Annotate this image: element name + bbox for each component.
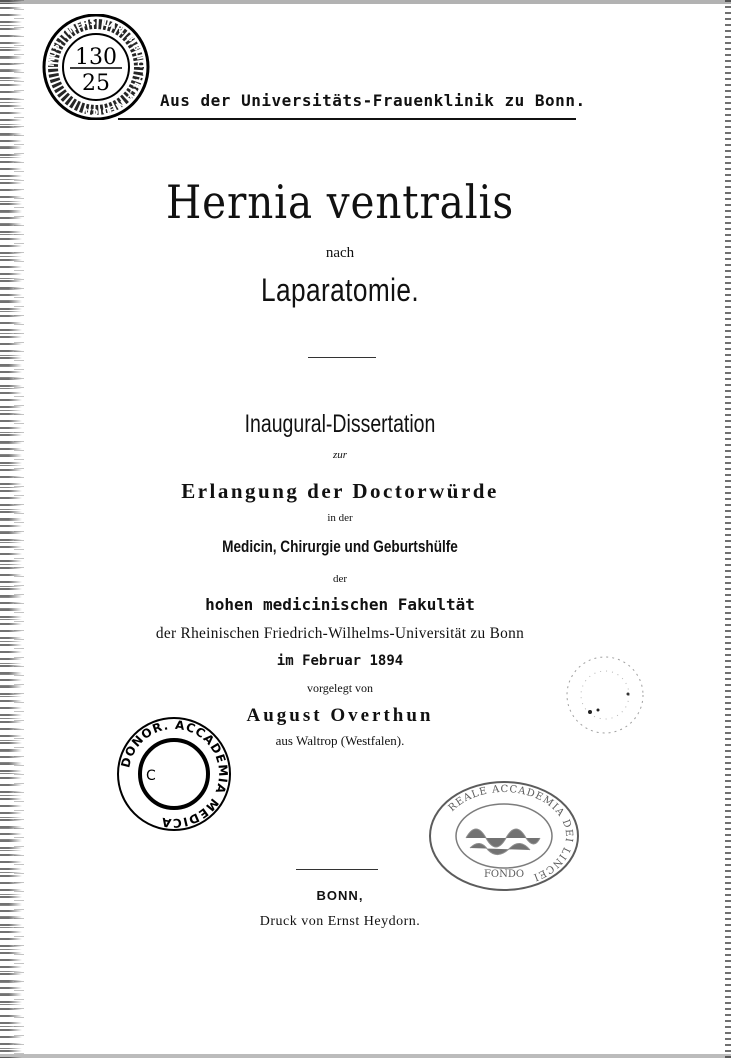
- separator-rule: [308, 357, 376, 358]
- scan-right-edge: [725, 0, 731, 1058]
- faint-seal-mark: [560, 650, 650, 740]
- imprint-place: BONN,: [316, 888, 364, 903]
- donor-stamp-ring-text: DONOR. ACCADEMIA MEDICA: [118, 717, 231, 831]
- dissertation-type: Inaugural-Dissertation: [244, 410, 436, 438]
- author-name: August Overthun: [246, 705, 434, 726]
- header-rule: [118, 118, 576, 120]
- imprint-printer: Druck von Ernst Heydorn.: [259, 914, 421, 929]
- dissertation-zur: zur: [332, 449, 348, 461]
- academy-stamp-ring-text: REALE ACCADEMIA DEI LINCEI: [446, 783, 575, 883]
- library-stamp: [36, 14, 156, 120]
- dissertation-purpose: Erlangung der Doctorwürde: [181, 479, 499, 503]
- clinic-header: Aus der Universitäts-Frauenklinik zu Bonn.: [160, 91, 586, 110]
- scan-bottom-edge: [0, 1054, 731, 1058]
- main-title: Hernia ventralis: [165, 175, 515, 229]
- library-stamp-ring-text: MUS. TINERS. LAR. BIBLIOTHECA MEDICA: [46, 17, 146, 117]
- title-connector: nach: [325, 245, 355, 261]
- imprint-separator: [296, 869, 378, 870]
- library-stamp-number-bottom: 25: [82, 71, 110, 96]
- academy-oval-stamp: [426, 778, 582, 894]
- subtitle: Laparatomie.: [260, 272, 420, 308]
- scan-top-edge: [0, 0, 731, 4]
- dissertation-date: im Februar 1894: [276, 653, 404, 669]
- academy-stamp-center-text: FONDO: [483, 869, 525, 880]
- library-stamp-number-top: 130: [75, 45, 117, 70]
- dissertation-faculty: hohen medicinischen Fakultät: [205, 595, 475, 614]
- dissertation-university: der Rheinischen Friedrich-Wilhelms-Universität zu Bonn: [155, 625, 525, 642]
- dissertation-in-der: in der: [327, 512, 353, 524]
- dissertation-der: der: [332, 573, 348, 585]
- donor-stamp: [114, 714, 234, 834]
- scan-left-edge-noise: [14, 0, 24, 1058]
- author-origin: aus Waltrop (Westfalen).: [275, 733, 405, 748]
- donor-stamp-mark: C: [146, 768, 156, 784]
- presented-by: vorgelegt von: [306, 681, 374, 695]
- dissertation-fields: Medicin, Chirurgie und Geburtshülfe: [222, 537, 458, 556]
